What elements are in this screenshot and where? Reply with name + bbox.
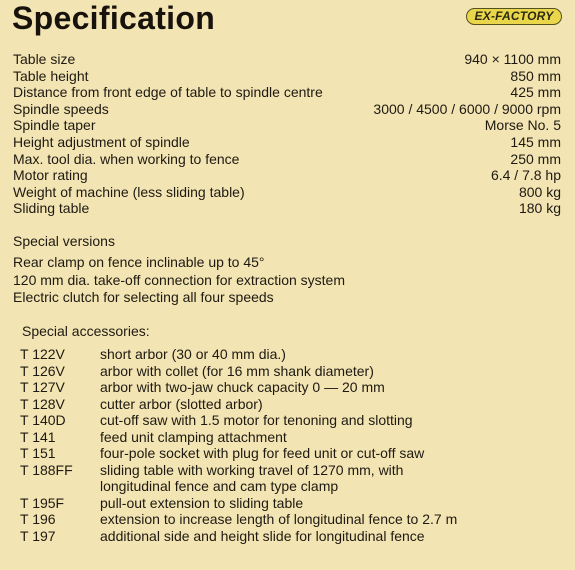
- special-accessories-list: [20, 346, 560, 544]
- spec-label: Height adjustment of spindle: [13, 133, 190, 150]
- accessory-row: [20, 445, 560, 462]
- spec-row: [13, 151, 561, 168]
- accessory-desc: pull-out extension to sliding table: [100, 494, 304, 511]
- spec-label: Spindle speeds: [13, 100, 109, 117]
- spec-label: Table height: [13, 67, 89, 84]
- accessory-code: T 141: [20, 428, 56, 445]
- accessory-row: [20, 363, 560, 380]
- accessory-code: T 128V: [20, 395, 65, 412]
- spec-label: Spindle taper: [13, 117, 96, 134]
- accessory-code: [20, 478, 100, 495]
- accessory-row: [20, 396, 560, 413]
- spec-row: [13, 167, 561, 184]
- spec-row: [13, 134, 561, 151]
- accessory-row: [20, 379, 560, 396]
- spec-value: 850 mm: [510, 67, 561, 84]
- accessory-row: [20, 511, 560, 528]
- spec-row: [13, 117, 561, 134]
- spec-row: [13, 84, 561, 101]
- spec-row: [13, 51, 561, 68]
- accessory-desc: feed unit clamping attachment: [100, 428, 287, 445]
- spec-value: 940 × 1100 mm: [464, 51, 561, 67]
- accessory-code: T 195F: [20, 494, 65, 511]
- spec-value: 145 mm: [510, 133, 561, 150]
- spec-label: Weight of machine (less sliding table): [13, 183, 245, 200]
- accessory-desc: cutter arbor (slotted arbor): [100, 395, 263, 412]
- version-item: Rear clamp on fence inclinable up to 45°: [13, 254, 265, 270]
- accessory-desc: additional side and height slide for longitudinal fence: [100, 527, 425, 544]
- accessory-code: T 197: [20, 527, 56, 544]
- ex-factory-badge: EX-FACTORY: [466, 8, 562, 25]
- accessory-row: [20, 412, 560, 429]
- accessory-row: [20, 495, 560, 512]
- accessory-code: T 122V: [20, 346, 65, 362]
- accessory-row: [20, 528, 560, 545]
- accessory-code: T 196: [20, 511, 56, 527]
- accessory-code: T 188FF: [20, 461, 73, 478]
- accessory-desc: sliding table with working travel of 1270 mm, with: [100, 461, 404, 478]
- spec-table: [13, 51, 561, 217]
- spec-value: Morse No. 5: [484, 117, 561, 134]
- spec-row: [13, 200, 561, 217]
- spec-value: 6.4 / 7.8 hp: [490, 167, 561, 184]
- accessory-row: [20, 346, 560, 363]
- spec-label: Motor rating: [13, 167, 88, 184]
- spec-value: 3000 / 4500 / 6000 / 9000 rpm: [373, 100, 561, 117]
- spec-label: Distance from front edge of table to spindle centre: [13, 84, 323, 101]
- spec-value: 425 mm: [510, 84, 561, 101]
- accessory-row: [20, 429, 560, 446]
- accessory-code: T 126V: [20, 362, 65, 379]
- spec-value: 180 kg: [518, 200, 561, 217]
- spec-row: [13, 68, 561, 85]
- accessory-desc: cut-off saw with 1.5 motor for tenoning and slotting: [100, 412, 413, 428]
- spec-row: [13, 101, 561, 118]
- accessory-desc: arbor with two-jaw chuck capacity 0 — 20 mm: [100, 379, 385, 395]
- spec-label: Max. tool dia. when working to fence: [13, 150, 240, 167]
- spec-label: Sliding table: [13, 200, 90, 217]
- accessory-desc: longitudinal fence and cam type clamp: [100, 478, 339, 494]
- accessory-code: T 151: [20, 445, 56, 461]
- accessory-desc: four-pole socket with plug for feed unit or cut-off saw: [100, 445, 425, 461]
- accessory-code: T 127V: [20, 379, 65, 395]
- spec-label: Table size: [13, 51, 76, 67]
- version-item: Electric clutch for selecting all four speeds: [13, 289, 274, 305]
- spec-row: [13, 184, 561, 201]
- special-versions-heading: Special versions: [13, 233, 115, 249]
- spec-value: 800 kg: [518, 183, 561, 200]
- version-item: 120 mm dia. take-off connection for extraction system: [13, 271, 346, 288]
- page-title: Specification: [12, 0, 216, 36]
- special-accessories-heading: Special accessories:: [22, 323, 150, 339]
- accessory-desc: arbor with collet (for 16 mm shank diameter): [100, 362, 374, 379]
- accessory-desc: short arbor (30 or 40 mm dia.): [100, 346, 286, 362]
- accessory-row: [20, 478, 560, 495]
- accessory-desc: extension to increase length of longitudinal fence to 2.7 m: [100, 511, 458, 527]
- accessory-code: T 140D: [20, 412, 66, 428]
- spec-value: 250 mm: [510, 150, 561, 167]
- special-versions-list: [13, 254, 345, 307]
- accessory-row: [20, 462, 560, 479]
